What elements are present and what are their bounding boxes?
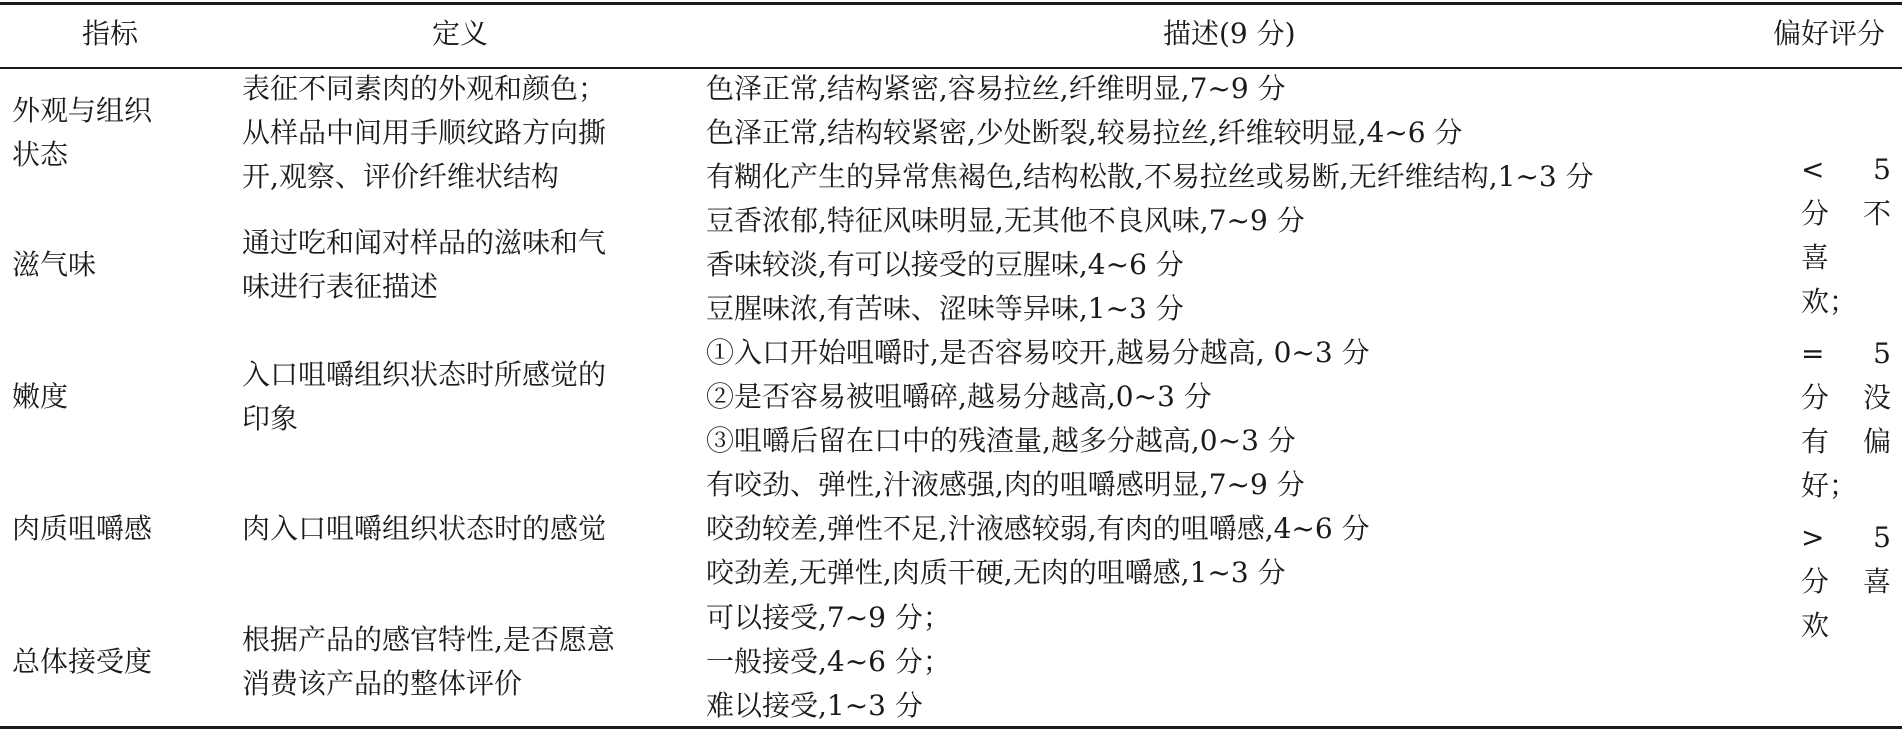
row4-definition-line1: 肉入口咀嚼组织状态时的感觉 <box>242 512 607 545</box>
row1-description-line1: 色泽正常,结构紧密,容易拉丝,纤维明显,7~9 分 <box>706 72 1286 105</box>
preference-line: 分 喜 <box>1801 565 1891 598</box>
row5-definition-line2: 消费该产品的整体评价 <box>242 667 523 700</box>
row5-description-line2: 一般接受,4~6 分； <box>706 645 951 678</box>
row4-indicator: 肉质咀嚼感 <box>12 512 153 545</box>
row5-description-line1: 可以接受,7~9 分； <box>706 601 951 634</box>
header-preference: 偏好评分 <box>1773 17 1886 50</box>
row2-definition-line2: 味进行表征描述 <box>242 270 439 303</box>
preference-line: 好； <box>1801 469 1858 502</box>
row5-indicator: 总体接受度 <box>12 645 153 678</box>
row1-indicator-line2: 状态 <box>12 138 69 171</box>
preference-line: 欢 <box>1801 609 1830 642</box>
row4-description-line3: 咬劲差,无弹性,肉质干硬,无肉的咀嚼感,1~3 分 <box>706 556 1286 589</box>
header-definition: 定义 <box>432 17 489 50</box>
row1-definition-line2: 从样品中间用手顺纹路方向撕 <box>242 116 607 149</box>
preference-line: 欢； <box>1801 285 1858 318</box>
row4-description-line2: 咬劲较差,弹性不足,汁液感较弱,有肉的咀嚼感,4~6 分 <box>706 512 1370 545</box>
preference-line: < 5 <box>1801 153 1891 186</box>
row3-indicator: 嫩度 <box>12 380 69 413</box>
row2-indicator: 滋气味 <box>12 248 97 281</box>
preference-line: 喜 <box>1801 241 1830 274</box>
row3-description-line2: ②是否容易被咀嚼碎,越易分越高,0~3 分 <box>706 380 1212 413</box>
row1-description-line2: 色泽正常,结构较紧密,少处断裂,较易拉丝,纤维较明显,4~6 分 <box>706 116 1463 149</box>
row1-definition-line3: 开,观察、评价纤维状结构 <box>242 160 559 193</box>
table-bottom-rule <box>0 726 1902 729</box>
row2-definition-line1: 通过吃和闻对样品的滋味和气 <box>242 226 607 259</box>
row3-definition-line1: 入口咀嚼组织状态时所感觉的 <box>242 358 607 391</box>
header-indicator: 指标 <box>82 17 139 50</box>
row5-definition-line1: 根据产品的感官特性,是否愿意 <box>242 623 615 656</box>
row4-description-line1: 有咬劲、弹性,汁液感强,肉的咀嚼感明显,7~9 分 <box>706 468 1305 501</box>
preference-note <box>1801 148 1891 648</box>
preference-line: > 5 <box>1801 521 1891 554</box>
row2-description-line1: 豆香浓郁,特征风味明显,无其他不良风味,7~9 分 <box>706 204 1305 237</box>
preference-line: 有 偏 <box>1801 425 1891 458</box>
preference-line: = 5 <box>1801 337 1891 370</box>
header-description: 描述(9 分) <box>1163 17 1296 50</box>
row1-definition-line1: 表征不同素肉的外观和颜色； <box>242 72 607 105</box>
row1-description-line3: 有糊化产生的异常焦褐色,结构松散,不易拉丝或易断,无纤维结构,1~3 分 <box>706 160 1594 193</box>
row5-description-line3: 难以接受,1~3 分 <box>706 689 923 722</box>
table-top-rule <box>0 2 1902 5</box>
row1-indicator-line1: 外观与组织 <box>12 94 153 127</box>
row2-description-line2: 香味较淡,有可以接受的豆腥味,4~6 分 <box>706 248 1184 281</box>
preference-line: 分 没 <box>1801 381 1891 414</box>
preference-line: 分 不 <box>1801 197 1891 230</box>
row3-description-line1: ①入口开始咀嚼时,是否容易咬开,越易分越高, 0~3 分 <box>706 336 1370 369</box>
row3-definition-line2: 印象 <box>242 402 299 435</box>
row3-description-line3: ③咀嚼后留在口中的残渣量,越多分越高,0~3 分 <box>706 424 1296 457</box>
row2-description-line3: 豆腥味浓,有苦味、涩味等异味,1~3 分 <box>706 292 1184 325</box>
